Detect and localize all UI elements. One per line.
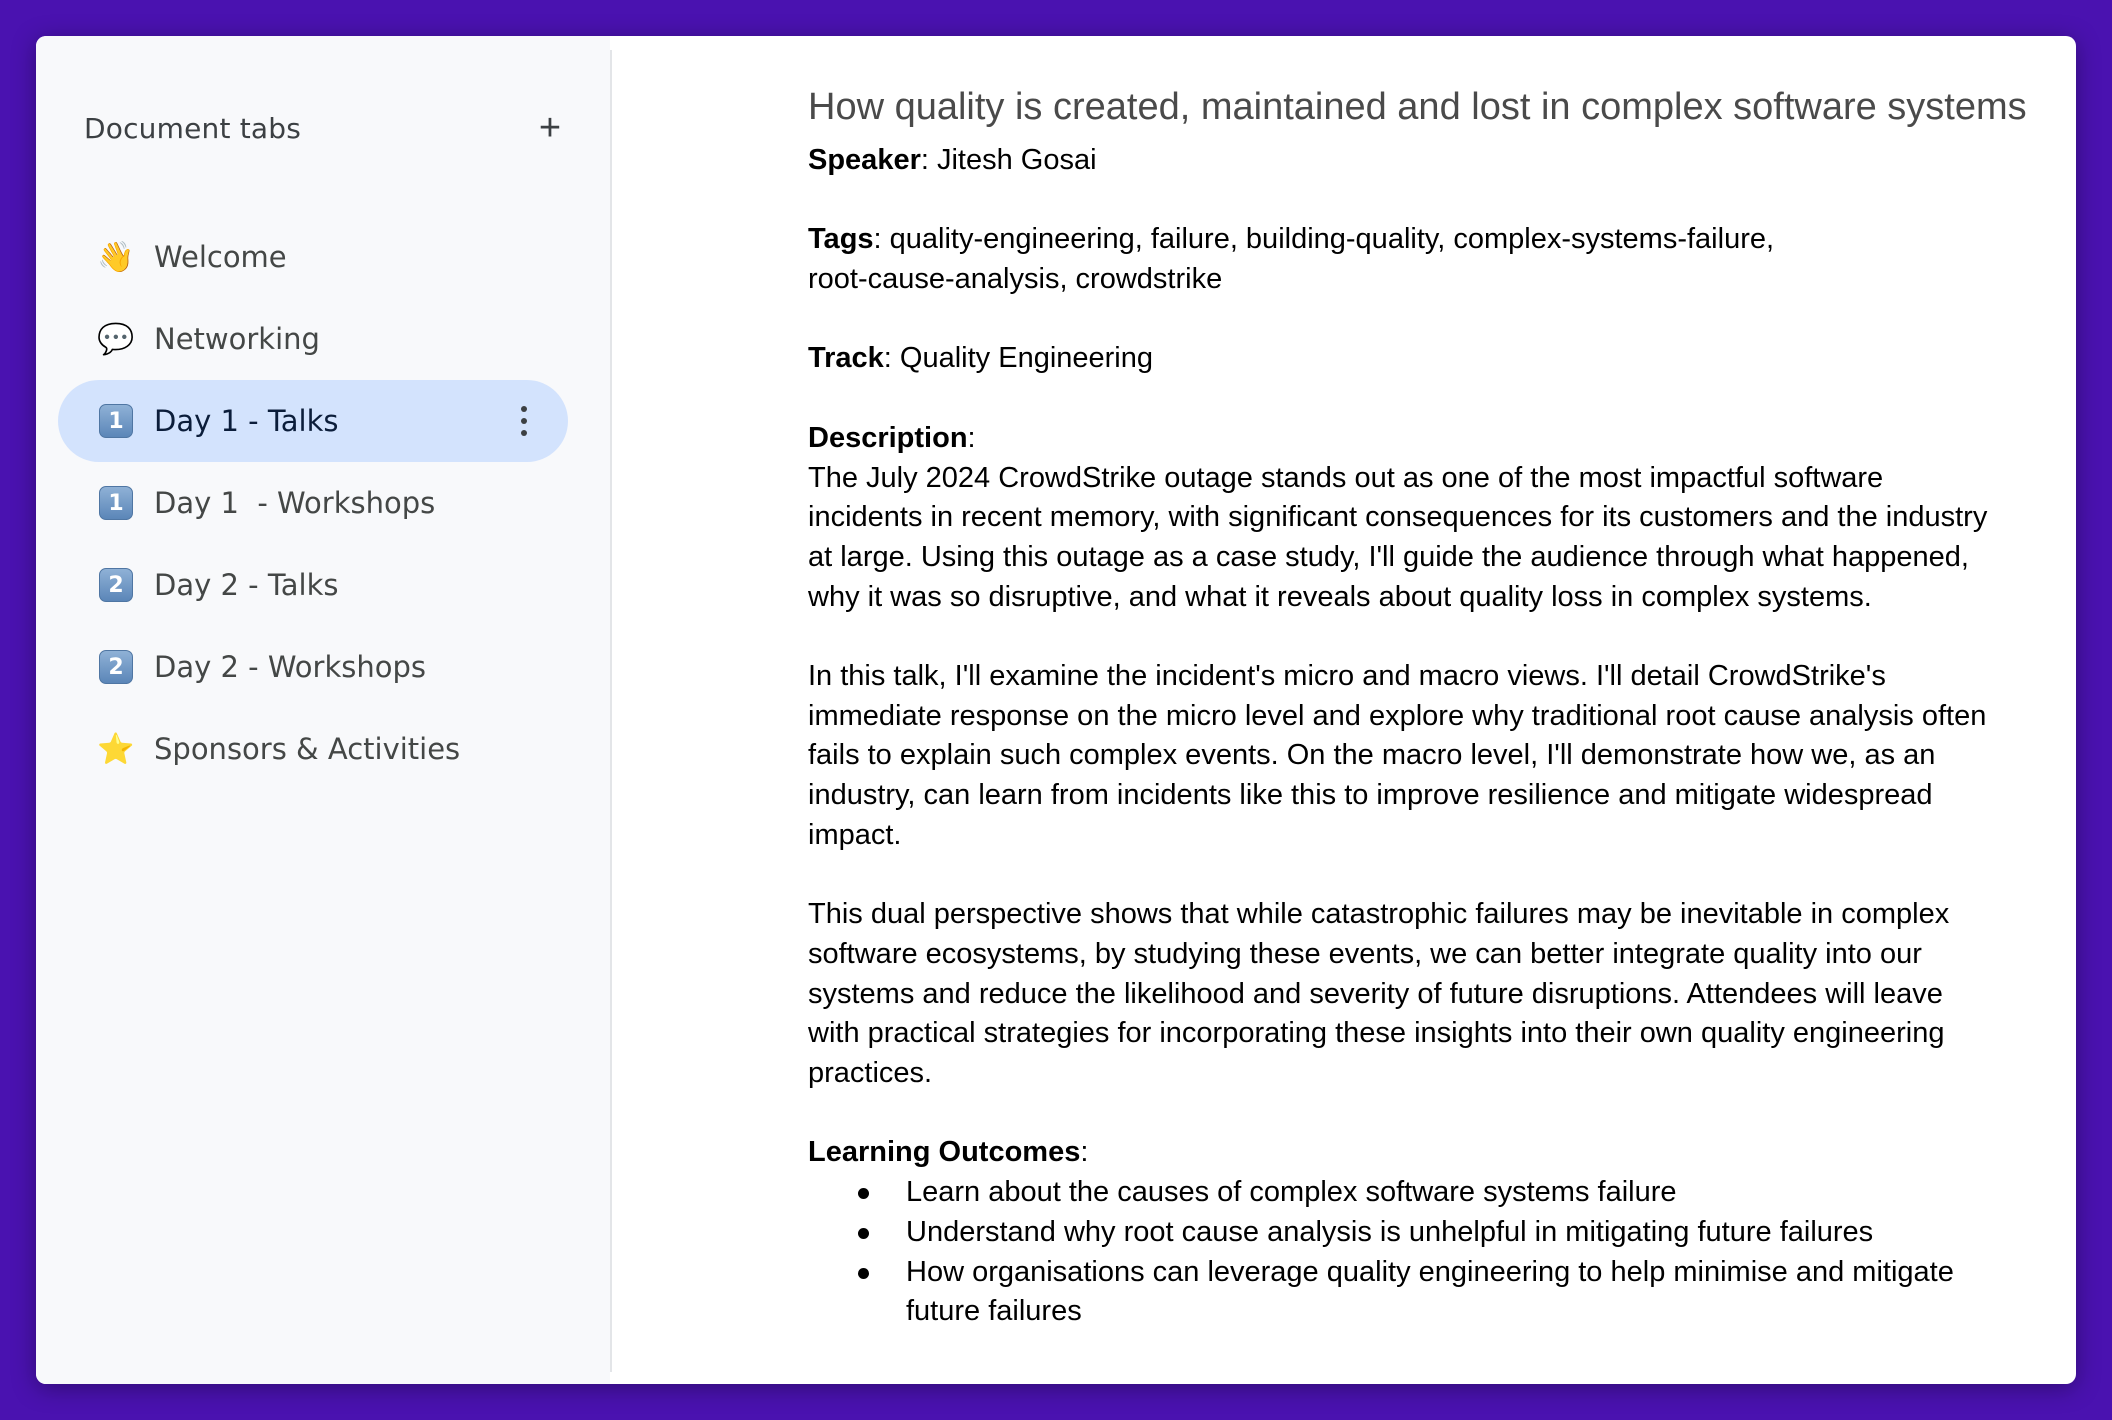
tags-label: Tags	[808, 223, 874, 256]
text-line: incidents in recent memory, with significant consequences for its customers and the industry	[808, 501, 1988, 534]
keycap-digit: 1	[99, 404, 133, 438]
tab-day-2-talks[interactable]	[58, 544, 568, 626]
tags-value-cont: root-cause-analysis, crowdstrike	[808, 263, 1223, 296]
text-line: The July 2024 CrowdStrike outage stands out as one of the most impactful software	[808, 461, 1884, 494]
document-body[interactable]	[808, 86, 2058, 1332]
description-heading	[808, 419, 2058, 459]
tab-options-icon[interactable]	[520, 406, 528, 436]
tab-welcome[interactable]	[58, 216, 568, 298]
sidebar-divider	[610, 50, 612, 1372]
keycap-2-icon	[96, 647, 136, 687]
text-line: impact.	[808, 818, 902, 851]
outcome-item	[808, 1213, 2058, 1253]
outcomes-heading	[808, 1133, 2058, 1173]
track-value: : Quality Engineering	[883, 342, 1154, 375]
app-window	[36, 36, 2076, 1384]
description-paragraph-3	[808, 895, 2058, 1094]
speaker-line	[808, 141, 2058, 181]
text-line: with practical strategies for incorporating these insights into their own quality engineering	[808, 1017, 1945, 1050]
document-tabs-sidebar	[36, 36, 610, 1384]
keycap-1-icon	[96, 401, 136, 441]
keycap-1-icon	[96, 483, 136, 523]
text-line: practices.	[808, 1057, 933, 1090]
star-icon: ⭐	[97, 732, 135, 766]
speaker-value: : Jitesh Gosai	[920, 144, 1097, 176]
text-line: fails to explain such complex events. On the macro level, I'll demonstrate how we, as an	[808, 739, 1936, 772]
outcome-text: Learn about the causes of complex software systems failure	[906, 1176, 1677, 1209]
description-paragraph-2	[808, 657, 2058, 856]
outcome-item	[808, 1253, 2058, 1332]
tab-label: Day 1 - Talks	[154, 404, 339, 438]
tab-sponsors-activities[interactable]	[58, 708, 568, 790]
tabs-title: Document tabs	[84, 112, 302, 145]
description-label: Description	[808, 421, 968, 454]
text-line: industry, can learn from incidents like this to improve resilience and mitigate widespread	[808, 779, 1933, 812]
tab-day-1-workshops[interactable]	[58, 462, 568, 544]
keycap-2-icon	[96, 565, 136, 605]
track-label: Track	[808, 342, 884, 375]
tab-label: Day 2 - Workshops	[154, 650, 427, 684]
text-line: immediate response on the micro level and explore why traditional root cause analysis often	[808, 699, 1987, 732]
outcome-text: How organisations can leverage quality engineering to help minimise and mitigate	[906, 1255, 1954, 1288]
tab-day-1-talks[interactable]	[58, 380, 568, 462]
text-line: In this talk, I'll examine the incident's micro and macro views. I'll detail CrowdStrike's	[808, 660, 1886, 693]
tab-label: Day 2 - Talks	[154, 568, 339, 602]
speech-bubble-icon: 💬	[97, 322, 135, 356]
keycap-digit: 2	[99, 568, 133, 602]
tabs-header	[84, 107, 562, 149]
tab-day-2-workshops[interactable]	[58, 626, 568, 708]
track-line	[808, 339, 2058, 379]
keycap-digit: 1	[99, 486, 133, 520]
tags-line	[808, 220, 2058, 299]
tab-list	[58, 216, 568, 790]
outcome-item	[808, 1173, 2058, 1213]
text-line: why it was so disruptive, and what it reveals about quality loss in complex systems.	[808, 580, 1872, 613]
tab-label: Sponsors & Activities	[154, 732, 461, 766]
add-tab-button[interactable]: +	[538, 107, 562, 149]
text-line: This dual perspective shows that while catastrophic failures may be inevitable in complex	[808, 898, 1950, 931]
text-line: at large. Using this outage as a case study, I'll guide the audience through what happened,	[808, 540, 1969, 573]
tab-label: Day 1 - Workshops	[154, 486, 436, 520]
document-title: How quality is created, maintained and lost in complex software systems	[808, 86, 2027, 128]
outcomes-label: Learning Outcomes	[808, 1136, 1081, 1169]
text-line: systems and reduce the likelihood and severity of future disruptions. Attendees will leave	[808, 977, 1943, 1010]
text-line: software ecosystems, by studying these events, we can better integrate quality into our	[808, 937, 1922, 970]
speaker-label: Speaker	[808, 144, 921, 176]
outcome-text: Understand why root cause analysis is unhelpful in mitigating future failures	[906, 1215, 1874, 1248]
keycap-digit: 2	[99, 650, 133, 684]
description-paragraph-1	[808, 459, 2058, 618]
tags-value: : quality-engineering, failure, building-quality, complex-systems-failure,	[873, 223, 1775, 256]
tab-label: Networking	[154, 322, 320, 356]
learning-outcomes-list	[808, 1173, 2058, 1332]
outcome-text: future failures	[906, 1295, 1082, 1328]
outcomes-colon: :	[1080, 1136, 1089, 1169]
tab-networking[interactable]	[58, 298, 568, 380]
tab-label: Welcome	[154, 240, 287, 274]
description-colon: :	[967, 421, 976, 454]
waving-hand-icon: 👋	[97, 240, 135, 274]
